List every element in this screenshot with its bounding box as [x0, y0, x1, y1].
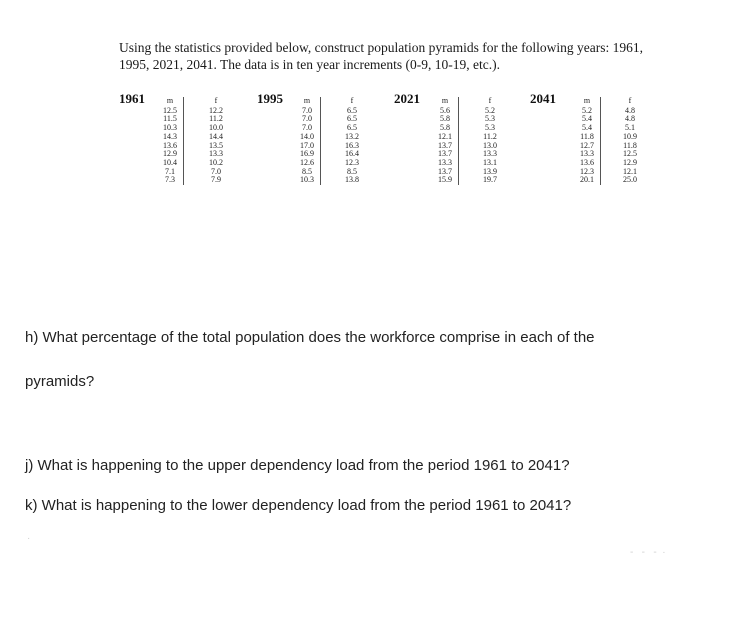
faint-mark: - - - · — [630, 547, 666, 558]
value-cell: 16.9 — [300, 149, 314, 159]
value-cell: 14.0 — [300, 131, 314, 141]
value-cell: 16.4 — [345, 149, 359, 159]
value-cell: 14.4 — [209, 131, 223, 141]
year-label: 1961 — [119, 91, 145, 106]
value-cell: 11.2 — [209, 114, 223, 124]
value-cell: 7.0 — [302, 123, 312, 133]
male-header: m — [166, 96, 174, 105]
question-j: j) What is happening to the upper dependency load from the period 1961 to 2041? — [25, 457, 570, 474]
value-cell: 13.7 — [438, 166, 452, 176]
value-cell: 13.3 — [483, 149, 497, 159]
value-cell: 10.9 — [623, 131, 637, 141]
value-cell: 5.6 — [440, 105, 450, 115]
value-cell: 12.3 — [345, 157, 359, 167]
value-cell: 13.1 — [483, 157, 497, 167]
value-cell: 12.9 — [623, 157, 637, 167]
value-cell: 12.6 — [300, 157, 314, 167]
value-cell: 12.1 — [623, 166, 637, 176]
value-cell: 5.8 — [440, 114, 450, 124]
value-cell: 4.8 — [625, 114, 635, 124]
value-cell: 5.4 — [582, 114, 592, 124]
value-cell: 5.3 — [485, 114, 495, 124]
value-cell: 13.7 — [438, 140, 452, 150]
value-cell: 5.3 — [485, 123, 495, 133]
value-cell: 13.8 — [345, 175, 359, 185]
value-cell: 13.3 — [580, 149, 594, 159]
value-cell: 12.2 — [209, 105, 223, 115]
value-cell: 17.0 — [300, 140, 314, 150]
female-column — [479, 97, 501, 185]
faint-mark: · — [27, 533, 31, 544]
value-cell: 10.0 — [209, 123, 223, 133]
value-cell: 11.5 — [163, 114, 177, 124]
value-cell: 12.7 — [580, 140, 594, 150]
value-cell: 10.3 — [163, 123, 177, 133]
value-cell: 13.6 — [163, 140, 177, 150]
female-header: f — [628, 96, 632, 105]
value-cell: 25.0 — [623, 175, 637, 185]
value-cell: 5.2 — [485, 105, 495, 115]
female-header: f — [488, 96, 492, 105]
value-cell: 10.4 — [163, 157, 177, 167]
value-cell: 14.3 — [163, 131, 177, 141]
value-cell: 13.7 — [438, 149, 452, 159]
male-header: m — [303, 96, 311, 105]
value-cell: 11.8 — [623, 140, 637, 150]
value-cell: 12.5 — [163, 105, 177, 115]
value-cell: 7.1 — [165, 166, 175, 176]
value-cell: 20.1 — [580, 175, 594, 185]
value-cell: 4.8 — [625, 105, 635, 115]
value-cell: 11.2 — [483, 131, 497, 141]
value-cell: 15.9 — [438, 175, 452, 185]
male-header: m — [583, 96, 591, 105]
intro-line-1: Using the statistics provided below, construct population pyramids for the following years: 1961, — [119, 40, 644, 55]
value-cell: 7.0 — [211, 166, 221, 176]
intro-line-2: 1995, 2021, 2041. The data is in ten year increments (0-9, 10-19, etc.). — [119, 57, 501, 72]
male-column — [159, 97, 184, 185]
value-cell: 12.5 — [623, 149, 637, 159]
value-cell: 13.9 — [483, 166, 497, 176]
male-column — [296, 97, 321, 185]
female-header: f — [350, 96, 354, 105]
value-cell: 5.2 — [582, 105, 592, 115]
value-cell: 10.3 — [300, 175, 314, 185]
value-cell: 6.5 — [347, 114, 357, 124]
value-cell: 5.1 — [625, 123, 635, 133]
value-cell: 10.2 — [209, 157, 223, 167]
intro-text — [119, 39, 719, 73]
value-cell: 5.4 — [582, 123, 592, 133]
value-cell: 13.5 — [209, 140, 223, 150]
question-h-line-1: h) What percentage of the total population does the workforce comprise in each of the — [25, 329, 595, 346]
year-label: 2021 — [394, 91, 420, 106]
value-cell: 6.5 — [347, 123, 357, 133]
question-k: k) What is happening to the lower dependency load from the period 1961 to 2041? — [25, 497, 572, 514]
value-cell: 13.2 — [345, 131, 359, 141]
male-column — [576, 97, 601, 185]
value-cell: 8.5 — [347, 166, 357, 176]
female-column — [205, 97, 227, 185]
value-cell: 12.9 — [163, 149, 177, 159]
female-column — [341, 97, 363, 185]
value-cell: 12.1 — [438, 131, 452, 141]
year-label: 2041 — [530, 91, 556, 106]
value-cell: 6.5 — [347, 105, 357, 115]
value-cell: 19.7 — [483, 175, 497, 185]
value-cell: 5.8 — [440, 123, 450, 133]
value-cell: 7.0 — [302, 105, 312, 115]
value-cell: 7.3 — [165, 175, 175, 185]
value-cell: 7.0 — [302, 114, 312, 124]
value-cell: 12.3 — [580, 166, 594, 176]
value-cell: 13.3 — [209, 149, 223, 159]
value-cell: 13.6 — [580, 157, 594, 167]
male-column — [434, 97, 459, 185]
value-cell: 13.0 — [483, 140, 497, 150]
value-cell: 16.3 — [345, 140, 359, 150]
value-cell: 7.9 — [211, 175, 221, 185]
male-header: m — [441, 96, 449, 105]
value-cell: 13.3 — [438, 157, 452, 167]
female-column — [619, 97, 641, 185]
value-cell: 8.5 — [302, 166, 312, 176]
value-cell: 11.8 — [580, 131, 594, 141]
female-header: f — [214, 96, 218, 105]
question-h-line-2: pyramids? — [25, 373, 95, 390]
year-label: 1995 — [257, 91, 283, 106]
